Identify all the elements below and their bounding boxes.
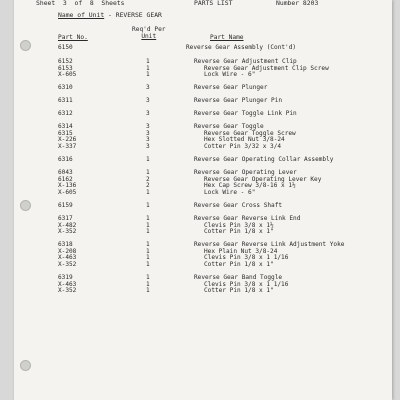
quantity: 1 (146, 58, 150, 65)
part-number: 6162 (58, 175, 73, 183)
quantity: 3 (146, 110, 150, 117)
quantity: 3 (146, 123, 150, 130)
part-number: X-605 (58, 188, 77, 196)
part-name: Hex Slotted Nut 3/8-24 (204, 136, 285, 143)
part-number: 6153 (58, 64, 73, 72)
part-name: Reverse Gear Band Toggle (194, 274, 283, 281)
part-name: Clevis Pin 3/8 x 1½ (204, 221, 274, 229)
part-number: 6311 (58, 97, 73, 104)
quantity: 1 (146, 188, 150, 196)
part-name: Reverse Gear Operating Lever (194, 169, 297, 176)
part-name: Reverse Gear Adjustment Clip Screw (204, 64, 329, 72)
quantity: 1 (146, 169, 150, 176)
sheet-indicator: Sheet 3 of 8 Sheets (36, 0, 125, 7)
reqd-line-2: Unit (141, 33, 157, 40)
quantity: 2 (146, 175, 150, 183)
part-number: X-463 (58, 254, 77, 261)
part-number: 6312 (58, 110, 73, 117)
part-number: X-352 (58, 287, 77, 294)
table-row (14, 228, 392, 235)
part-number: 6317 (58, 215, 73, 222)
quantity: 3 (146, 136, 150, 143)
part-name: Reverse Gear Operating Collar Assembly (194, 156, 334, 163)
part-name: Hex Cap Screw 3/8-16 x 1½ (204, 182, 296, 189)
quantity: 3 (146, 129, 150, 137)
unit-value: - REVERSE GEAR (108, 11, 162, 19)
part-number: 6316 (58, 156, 73, 163)
part-name: Cotter Pin 1/8 x 1" (204, 228, 274, 235)
part-name: Lock Wire - 6" (204, 71, 256, 78)
quantity: 1 (146, 156, 150, 163)
part-number: 6314 (58, 123, 73, 130)
part-name: Hex Plain Nut 3/8-24 (204, 247, 278, 255)
part-name: Reverse Gear Adjustment Clip (194, 58, 297, 65)
table-row (14, 110, 392, 117)
part-name: Reverse Gear Toggle Link Pin (194, 110, 297, 117)
quantity: 1 (146, 241, 150, 248)
part-number: 6310 (58, 84, 73, 91)
part-name: Cotter Pin 1/8 x 1" (204, 260, 274, 268)
parts-list-title: PARTS LIST (194, 0, 233, 7)
table-row (14, 143, 392, 150)
part-name: Cotter Pin 1/8 x 1" (204, 287, 274, 294)
part-number: X-136 (58, 182, 77, 189)
part-number: 6043 (58, 169, 73, 176)
quantity: 3 (146, 142, 150, 150)
part-name: Reverse Gear Toggle Screw (204, 129, 296, 137)
part-name: Reverse Gear Operating Lever Key (204, 175, 322, 183)
quantity: 1 (146, 247, 150, 255)
part-number: X-482 (58, 221, 77, 229)
document-number: Number 8203 (276, 0, 319, 7)
part-name: Reverse Gear Assembly (Cont'd) (186, 44, 297, 51)
quantity: 3 (146, 84, 150, 91)
part-name: Reverse Gear Reverse Link Adjustment Yoke (194, 241, 345, 248)
part-number: 6319 (58, 274, 73, 281)
column-header-part-name: Part Name (210, 34, 244, 41)
quantity: 1 (146, 64, 150, 72)
column-header-reqd-per-unit (132, 26, 166, 40)
part-number: 6159 (58, 202, 73, 209)
part-name: Reverse Gear Cross Shaft (194, 202, 283, 209)
part-name: Reverse Gear Plunger Pin (194, 97, 283, 104)
part-name: Clevis Pin 3/8 x 1 1/16 (204, 254, 289, 261)
quantity: 1 (146, 260, 150, 268)
unit-name-line (58, 11, 162, 19)
binder-hole-icon (20, 360, 31, 371)
quantity: 1 (146, 221, 150, 229)
table-row (14, 84, 392, 91)
quantity: 1 (146, 274, 150, 281)
table-row (14, 156, 392, 163)
quantity: 1 (146, 287, 150, 294)
part-name: Cotter Pin 3/32 x 3/4 (204, 142, 282, 150)
part-name: Reverse Gear Toggle (194, 123, 264, 130)
part-number: X-337 (58, 142, 77, 150)
part-number: X-226 (58, 136, 77, 143)
quantity: 1 (146, 202, 150, 209)
part-number: 6315 (58, 129, 73, 137)
part-number: 6150 (58, 44, 73, 51)
part-number: X-352 (58, 228, 77, 235)
quantity: 2 (146, 182, 150, 189)
table-row (14, 287, 392, 294)
part-name: Reverse Gear Plunger (194, 84, 268, 91)
table-row (14, 97, 392, 104)
document-page (14, 0, 392, 400)
part-number: X-208 (58, 247, 77, 255)
quantity: 3 (146, 97, 150, 104)
quantity: 1 (146, 280, 150, 288)
reqd-line-1: Req'd Per (132, 26, 166, 33)
quantity: 1 (146, 215, 150, 222)
part-name: Reverse Gear Reverse Link End (194, 215, 301, 222)
part-name: Lock Wire - 6" (204, 188, 256, 196)
part-number: X-463 (58, 280, 77, 288)
quantity: 1 (146, 254, 150, 261)
quantity: 1 (146, 228, 150, 235)
part-number: X-605 (58, 71, 77, 78)
quantity: 1 (146, 71, 150, 78)
part-name: Clevis Pin 3/8 x 1 1/16 (204, 280, 289, 288)
table-row (14, 261, 392, 268)
unit-label: Name of Unit (58, 11, 105, 19)
table-row (14, 189, 392, 196)
column-header-part-no: Part No. (58, 34, 88, 41)
part-number: 6152 (58, 58, 73, 65)
table-row (14, 44, 392, 51)
table-row (14, 71, 392, 78)
table-row (14, 202, 392, 209)
part-number: 6318 (58, 241, 73, 248)
part-number: X-352 (58, 260, 77, 268)
